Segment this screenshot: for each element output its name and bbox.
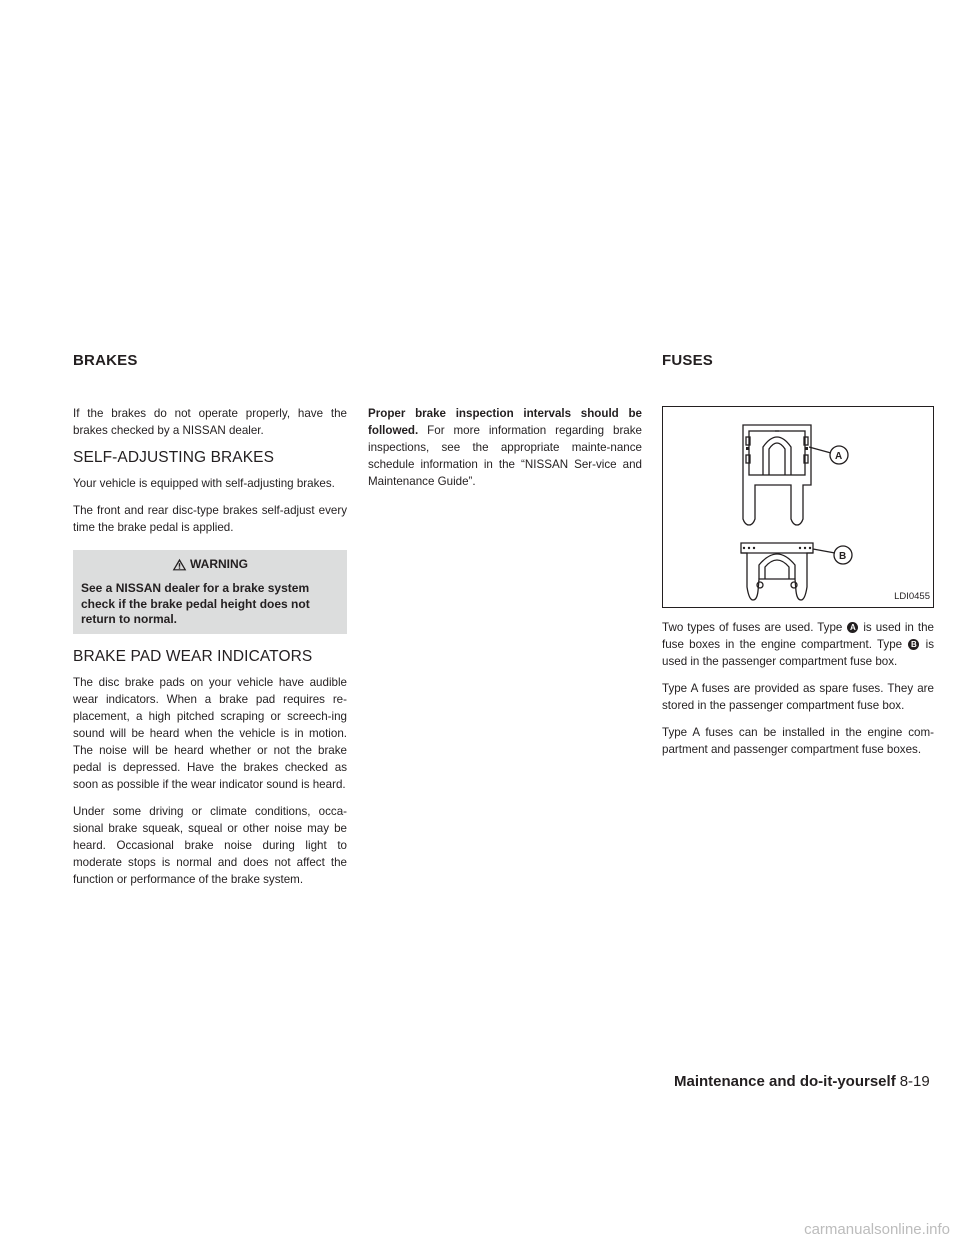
fuse-figure — [662, 406, 934, 608]
circle-a-badge: A — [847, 622, 858, 633]
column-brakes-continued — [368, 405, 642, 500]
fuse-diagram-icon — [663, 407, 933, 607]
page-footer — [674, 1073, 930, 1090]
warning-triangle-icon — [172, 558, 187, 571]
pad-wear-p1: The disc brake pads on your vehicle have audible wear indicators. When a brake pad requires re-placement, a high pitched scraping or screech-ing sound will be heard when the vehicle is in motion. The noise will be heard whether or not the brake pedal is depressed. Have the brakes checked as soon as possible if the wear indicator sound is heard. — [73, 675, 347, 791]
warning-box — [73, 550, 347, 634]
fuses-p1-part-c: is used in the passenger compartment fuse box. — [662, 638, 934, 668]
footer-page-number: 8-19 — [899, 1073, 930, 1090]
fuses-title: FUSES — [662, 352, 714, 369]
warning-text: See a NISSAN dealer for a brake system check if the brake pedal height does not return to normal. — [81, 581, 310, 626]
pad-wear-p2: Under some driving or climate conditions, occa-sional brake squeak, squeal or other noise may be heard. Occasional brake noise during light to moderate stops is normal and does not affect the function or performance of the brake system. — [73, 804, 347, 886]
inspection-paragraph — [368, 405, 642, 490]
pad-wear-heading: BRAKE PAD WEAR INDICATORS — [73, 647, 313, 665]
fuses-p3: Type A fuses can be installed in the engine com-partment and passenger compartment fuse boxes. — [662, 726, 934, 756]
fuses-p2: Type A fuses are provided as spare fuses. They are stored in the passenger compartment fuse box. — [662, 682, 934, 712]
figure-label-b: B — [839, 551, 847, 562]
figure-code: LDI0455 — [894, 588, 930, 605]
warning-header — [81, 556, 339, 573]
column-brakes — [73, 405, 347, 898]
self-adjusting-p1: Your vehicle is equipped with self-adjusting brakes. — [73, 477, 335, 490]
footer-section: Maintenance and do-it-yourself — [674, 1073, 896, 1090]
figure-label-a: A — [835, 451, 843, 462]
column-fuses — [662, 406, 934, 768]
inspection-rest: For more information regarding brake inspections, see the appropriate mainte-nance schedule information in the “NISSAN Ser-vice and Maintenance Guide”. — [368, 424, 642, 488]
self-adjusting-heading: SELF-ADJUSTING BRAKES — [73, 449, 275, 466]
inspection-bold: Proper brake inspection intervals should be followed. — [368, 407, 642, 437]
fuses-p1 — [662, 619, 934, 670]
warning-title: WARNING — [190, 557, 248, 571]
watermark: carmanualsonline.info — [804, 1220, 950, 1238]
brakes-intro: If the brakes do not operate properly, have the brakes checked by a NISSAN dealer. — [73, 407, 347, 437]
brakes-title: BRAKES — [73, 352, 138, 369]
fuses-p1-part-b: is used in the fuse boxes in the engine compartment. Type — [662, 621, 934, 651]
circle-b-badge: B — [908, 639, 919, 650]
self-adjusting-p2: The front and rear disc-type brakes self-adjust every time the brake pedal is applied. — [73, 504, 347, 534]
fuses-p1-part-a: Two types of fuses are used. Type — [662, 621, 847, 634]
